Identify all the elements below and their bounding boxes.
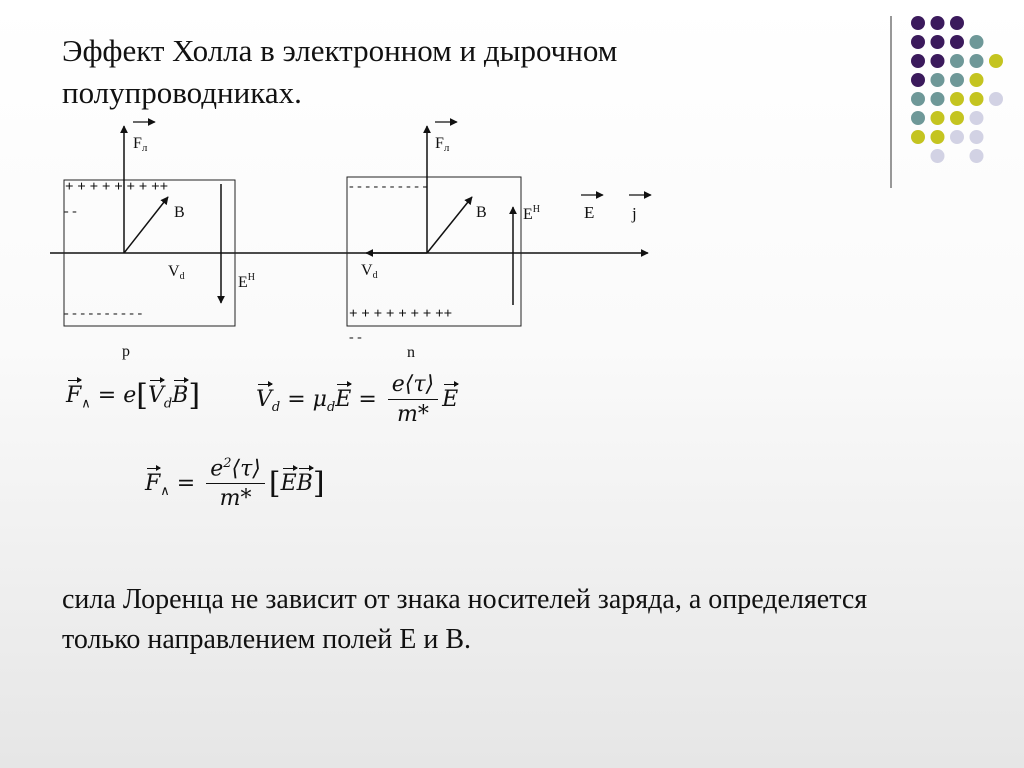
p-bottom-charges: - - - - - - - - - - [64, 306, 143, 321]
n-bottom-charges: + + + + + + + ++ [349, 306, 453, 322]
drift-velocity-formula: $V_d = \mu_dE$ = $\frac{e⟨\tau⟩}{m*}$ E [256, 372, 459, 427]
n-field-label: B [476, 204, 487, 221]
p-hall-field-label: $E^H$ [238, 272, 256, 291]
hall-effect-diagram [0, 0, 1024, 370]
lorentz-force-formula: $F_\wedge = e[V_dB]$ [66, 378, 201, 413]
current-density-label: j [632, 204, 637, 223]
n-bottom-small-charges: - - [349, 330, 362, 345]
n-type-panel [347, 122, 540, 361]
p-velocity-label: Vd [168, 263, 185, 282]
p-top-charges: + + + + + + + ++ [65, 179, 169, 195]
p-type-panel [64, 122, 255, 360]
p-force-label: Fл [133, 135, 148, 154]
n-magnetic-field-arrow [427, 197, 472, 253]
p-top-small-charges: - - [64, 204, 77, 219]
p-magnetic-field-arrow [124, 197, 168, 253]
n-force-label: Fл [435, 135, 450, 154]
electric-field-label: E [584, 203, 595, 222]
n-sample-box [347, 177, 521, 326]
p-field-label: B [174, 204, 185, 221]
n-hall-field-label: $E^H$ [523, 204, 541, 223]
lorentz-force-field-formula: $F_\wedge$ = $\frac{e^2⟨\tau⟩}{m*}$ [EB] [145, 456, 325, 512]
n-top-charges: - - - - - - - - - - [349, 179, 428, 194]
conclusion-text: сила Лоренца не зависит от знака носителей заряда, а определяется только направлением полей Е и В. [62, 584, 868, 655]
n-carrier-label: n [407, 344, 415, 361]
n-velocity-label: Vd [361, 262, 378, 281]
p-carrier-label: p [122, 343, 130, 360]
slide-title: Эффект Холла в электронном и дырочном полупроводниках. [62, 33, 618, 110]
